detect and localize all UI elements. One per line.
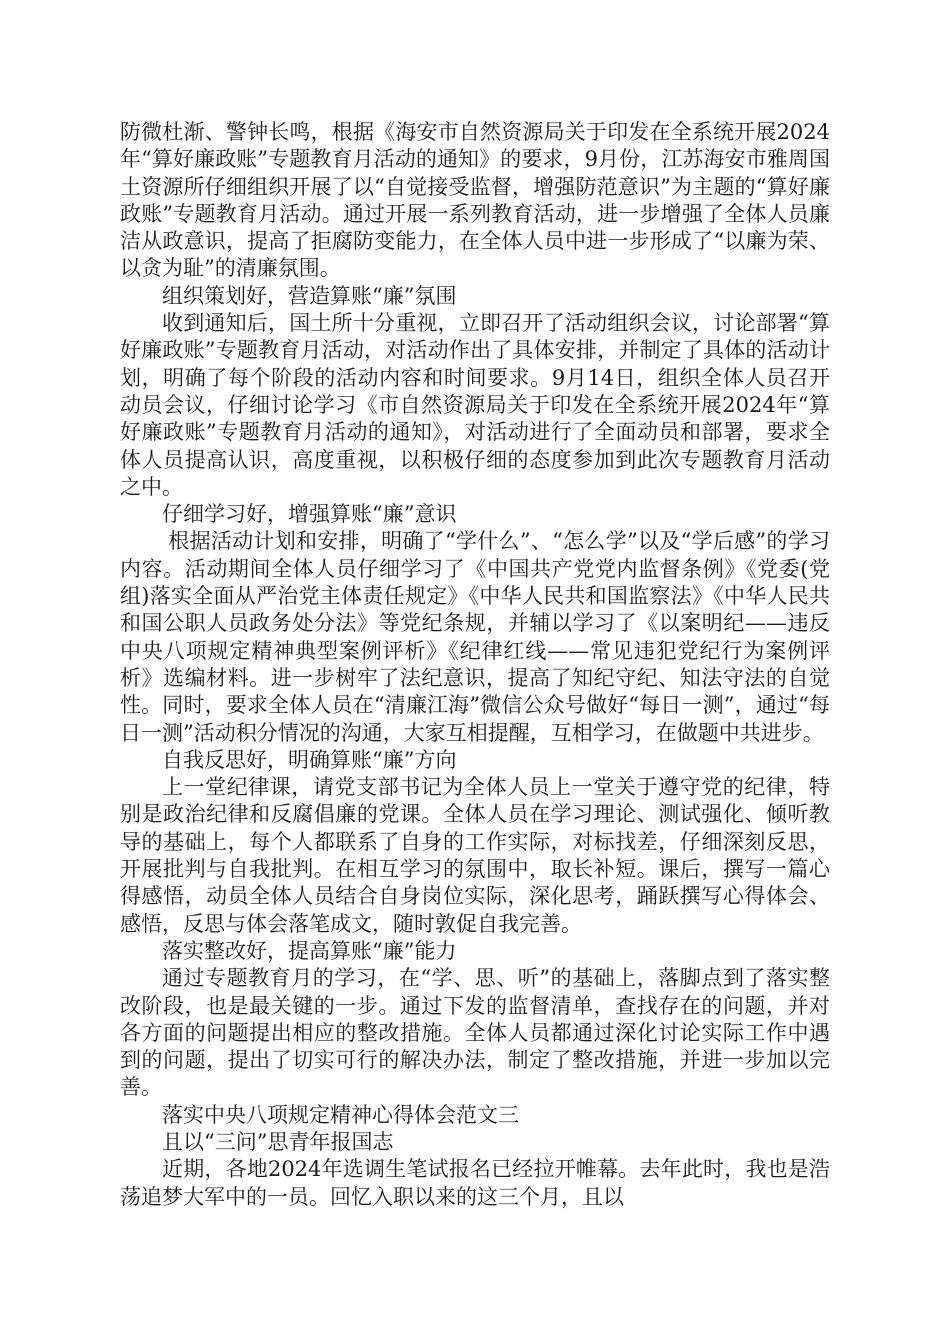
section-heading: 落实整改好，提高算账“廉”能力: [162, 938, 457, 963]
article-subtitle: 且以“三问”思青年报国志: [162, 1129, 394, 1154]
body-paragraph: 根据活动计划和安排，明确了“学什么”、“怎么学”以及“学后感”的学习内容。活动期间全体人员仔细学习了《中国共产党党内监督条例》《党委(党组)落实全面从严治党主体责任规定》《中华人民共和国监察法》《中华人民共和国公职人员政务处分法》等党纪条规，并辅以学习了《以案明纪——违反中央八项规定精神典型案例评析》《纪律红线——常见违犯党纪行为案例评析》选编材料。进一步树牢了法纪意识，提高了知纪守纪、知法守法的自觉性。同时，要求全体人员在“清廉江海”微信公众号做好“每日一测”，通过“每日一测”活动积分情况的沟通，大家互相提醒，互相学习，在做题中共进步。: [120, 529, 830, 745]
section-heading: 仔细学习好，增强算账“廉”意识: [162, 502, 457, 527]
body-paragraph: 防微杜渐、警钟长鸣，根据《海安市自然资源局关于印发在全系统开展2024年“算好廉政账”专题教育月活动的通知》的要求，9月份，江苏海安市雅周国土资源所仔细组织开展了以“自觉接受监督，增强防范意识”为主题的“算好廉政账”专题教育月活动。通过开展一系列教育活动，进一步增强了全体人员廉洁从政意识，提高了拒腐防变能力，在全体人员中进一步形成了“以廉为荣、以贪为耻”的清廉氛围。: [120, 120, 830, 281]
section-heading: 组织策划好，营造算账“廉”氛围: [162, 283, 457, 308]
article-title: 落实中央八项规定精神心得体会范文三: [162, 1102, 519, 1127]
body-paragraph: 上一堂纪律课，请党支部书记为全体人员上一堂关于遵守党的纪律，特别是政治纪律和反腐倡廉的党课。全体人员在学习理论、测试强化、倾听教导的基础上，每个人都联系了自身的工作实际，对标找差，仔细深刻反思，开展批判与自我批判。在相互学习的氛围中，取长补短。课后，撰写一篇心得感悟，动员全体人员结合自身岗位实际，深化思考，踊跃撰写心得体会、感悟，反思与体会落笔成文，随时敦促自我完善。: [120, 775, 830, 936]
body-paragraph: 收到通知后，国土所十分重视，立即召开了活动组织会议，讨论部署“算好廉政账”专题教育月活动，对活动作出了具体安排，并制定了具体的活动计划，明确了每个阶段的活动内容和时间要求。9月14日，组织全体人员召开动员会议，仔细讨论学习《市自然资源局关于印发在全系统开展2024年“算好廉政账”专题教育月活动的通知》，对活动进行了全面动员和部署，要求全体人员提高认识，高度重视，以积极仔细的态度参加到此次专题教育月活动之中。: [120, 311, 830, 499]
body-paragraph: 近期，各地2024年选调生笔试报名已经拉开帷幕。去年此时，我也是浩荡追梦大军中的一员。回忆入职以来的这三个月，且以: [120, 1157, 830, 1209]
body-paragraph: 通过专题教育月的学习，在“学、思、听”的基础上，落脚点到了落实整改阶段，也是最关键的一步。通过下发的监督清单，查找存在的问题，并对各方面的问题提出相应的整改措施。全体人员都通过深化讨论实际工作中遇到的问题，提出了切实可行的解决办法，制定了整改措施，并进一步加以完善。: [120, 966, 830, 1100]
section-heading: 自我反思好，明确算账“廉”方向: [162, 747, 457, 772]
document-body: [120, 119, 830, 1211]
